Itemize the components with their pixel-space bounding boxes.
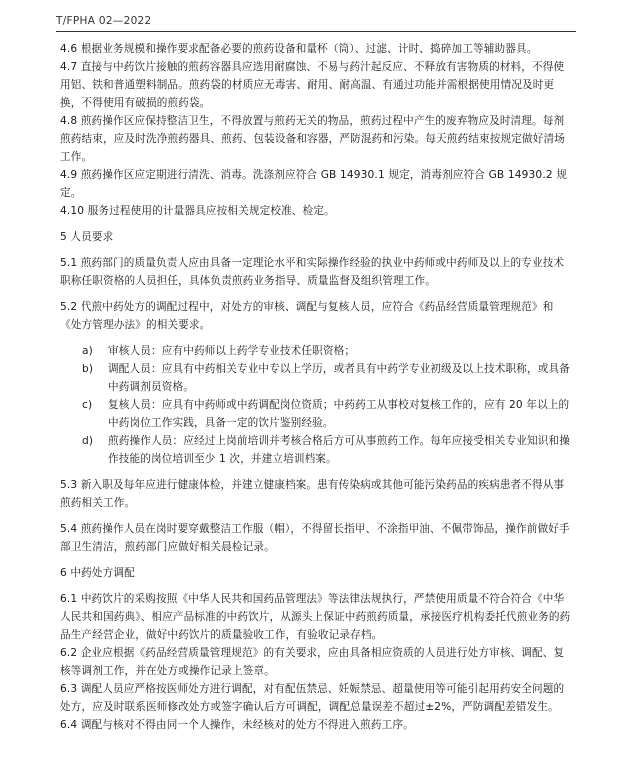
- list-item: [60, 360, 572, 396]
- document-body: [60, 40, 572, 734]
- clause-4-10: 4.10 服务过程使用的计量器具应按相关规定校准、检定。: [60, 205, 335, 217]
- list-marker: b): [82, 363, 94, 375]
- clause-5-4: 5.4 煎药操作人员在岗时要穿戴整洁工作服（帽），不得留长指甲、不涂指甲油、不佩带饰品，操作前做好手部卫生清洁，煎药部门应做好相关晨检记录。: [60, 523, 570, 553]
- list-marker: a): [82, 345, 93, 357]
- list-marker: d): [82, 435, 94, 447]
- header-divider: [56, 31, 576, 32]
- list-marker: c): [82, 399, 93, 411]
- clause-4-7: 4.7 直接与中药饮片接触的煎药容器具应选用耐腐蚀、不易与药汁起反应、不释放有害物质的材料，不得使用铝、铁和普通塑料制品。煎药袋的材质应无毒害、耐用、耐高温、有通过功能并需根据使用情况及时更换，不得使用有破损的煎药袋。: [60, 61, 565, 109]
- clause-4-9: 4.9 煎药操作区应定期进行清洗、消毒。洗涤剂应符合 GB 14930.1 规定，消毒剂应符合 GB 14930.2 规定。: [60, 169, 567, 199]
- clause-4-6: 4.6 根据业务规模和操作要求配备必要的煎药设备和量杯（筒）、过滤、计时、捣碎加工等辅助器具。: [60, 43, 538, 55]
- section-6-heading: 6 中药处方调配: [60, 567, 135, 579]
- clause-6-3: 6.3 调配人员应严格按医师处方进行调配，对有配伍禁忌、妊娠禁忌、超量使用等可能引起用药安全问题的处方，应及时联系医师修改处方或签字确认后方可调配，调配总量误差不超过±2%，严防调配差错发生。: [60, 683, 565, 713]
- list-item: [60, 396, 572, 432]
- clause-4-8: 4.8 煎药操作区应保持整洁卫生，不得放置与煎药无关的物品，煎药过程中产生的废弃物应及时清理。每剂煎药结束，应及时洗净煎药器具、煎药、包装设备和容器，严防混药和污染。每天煎药结束按规定做好清场工作。: [60, 115, 565, 163]
- list-item-text: 复核人员：应具有中药师或中药调配岗位资质；中药药工从事校对复核工作的，应有 20 年以上的中药岗位工作实践，具备一定的饮片鉴别经验。: [108, 399, 570, 429]
- list-item-text: 煎药操作人员：应经过上岗前培训并考核合格后方可从事煎药工作。每年应接受相关专业知识和操作技能的岗位培训至少 1 次，并建立培训档案。: [108, 435, 570, 465]
- clause-6-1: 6.1 中药饮片的采购按照《中华人民共和国药品管理法》等法律法规执行，严禁使用质量不符合符合《中华人民共和国药典》、相应产品标准的中药饮片，从源头上保证中药煎药质量，承接医疗机构委托代煎业务的药品生产经营企业，做好中药饮片的质量验收工作，有验收记录存档。: [60, 593, 571, 641]
- clause-5-1: 5.1 煎药部门的质量负责人应由具备一定理论水平和实际操作经验的执业中药师或中药师及以上的专业技术职称任职资格的人员担任，具体负责煎药业务指导、质量监督及组织管理工作。: [60, 257, 565, 287]
- clause-5-3: 5.3 新入职及每年应进行健康体检，并建立健康档案。患有传染病或其他可能污染药品的疾病患者不得从事煎药相关工作。: [60, 479, 565, 509]
- list-item-text: 调配人员：应具有中药相关专业中专以上学历，或者具有中药学专业初级及以上技术职称，或具备中药调剂员资格。: [108, 363, 570, 393]
- section-5-heading: 5 人员要求: [60, 231, 114, 243]
- clause-6-2: 6.2 企业应根据《药品经营质量管理规范》的有关要求，应由具备相应资质的人员进行处方审核、调配、复核等调剂工作，并在处方或操作记录上签章。: [60, 647, 565, 677]
- list-item: [60, 432, 572, 468]
- clause-6-4: 6.4 调配与核对不得由同一个人操作，未经核对的处方不得进入煎药工序。: [60, 719, 414, 731]
- list-item-text: 审核人员：应有中药师以上药学专业技术任职资格；: [108, 345, 356, 357]
- clause-5-2: 5.2 代煎中药处方的调配过程中，对处方的审核、调配与复核人员，应符合《药品经营质量管理规范》和《处方管理办法》的相关要求。: [60, 301, 554, 331]
- list-item: [60, 342, 572, 360]
- standard-code-header: T/FPHA 02—2022: [56, 15, 152, 27]
